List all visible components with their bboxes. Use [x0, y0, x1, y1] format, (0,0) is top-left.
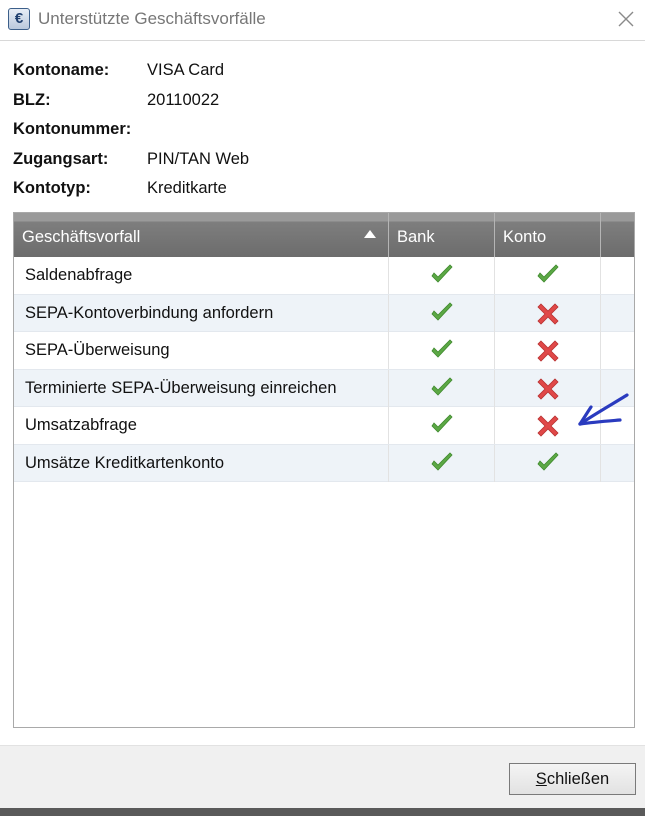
table-row[interactable]	[14, 407, 634, 445]
title-bar	[0, 0, 645, 41]
table-row[interactable]	[14, 445, 634, 483]
cell-bank-support	[389, 370, 495, 407]
cell-konto-support	[495, 332, 601, 369]
info-row	[13, 56, 413, 86]
check-icon	[535, 263, 561, 287]
check-icon	[535, 451, 561, 475]
column-header-bank-label: Bank	[397, 228, 435, 246]
cross-icon	[535, 301, 561, 325]
info-row	[13, 86, 413, 116]
annotation-arrow-icon	[572, 388, 634, 434]
info-value: VISA Card	[147, 61, 225, 79]
cell-transaction-name: Saldenabfrage	[14, 257, 389, 294]
close-button[interactable]	[509, 763, 636, 795]
cell-transaction-name: SEPA-Überweisung	[14, 332, 389, 369]
info-row	[13, 174, 413, 204]
cell-bank-support	[389, 332, 495, 369]
cell-transaction-name: Terminierte SEPA-Überweisung einreichen	[14, 370, 389, 407]
cell-bank-support	[389, 407, 495, 444]
close-button-mnemonic: S	[535, 769, 547, 788]
column-header-konto[interactable]	[495, 213, 601, 257]
info-label: Zugangsart:	[13, 149, 109, 168]
check-icon	[429, 338, 455, 362]
info-value: 20110022	[147, 90, 220, 109]
cell-filler	[601, 332, 634, 369]
cell-transaction-name: SEPA-Kontoverbindung anfordern	[14, 295, 389, 332]
cross-icon	[535, 376, 561, 400]
info-value: PIN/TAN Web	[147, 149, 250, 168]
dialog-footer	[0, 745, 645, 809]
sort-ascending-icon	[364, 230, 376, 238]
cross-icon	[535, 413, 561, 437]
info-value: Kreditkarte	[147, 179, 227, 197]
column-header-transaction[interactable]	[14, 213, 389, 257]
close-window-icon[interactable]	[610, 4, 642, 34]
table-row[interactable]	[14, 295, 634, 333]
cell-konto-support	[495, 257, 601, 294]
account-info	[13, 56, 413, 204]
euro-app-icon: €	[8, 8, 30, 30]
info-label: Kontotyp:	[13, 179, 91, 197]
cross-icon	[535, 338, 561, 362]
column-header-konto-label: Konto	[503, 228, 547, 246]
info-label: BLZ:	[13, 90, 51, 109]
cell-konto-support	[495, 295, 601, 332]
cell-filler	[601, 445, 634, 482]
close-button-label: chließen	[546, 769, 610, 788]
taskbar-edge	[0, 808, 645, 816]
cell-filler	[601, 257, 634, 294]
check-icon	[429, 263, 455, 287]
grid-rows	[14, 257, 634, 482]
column-header-bank[interactable]	[389, 213, 495, 257]
transaction-grid[interactable]	[13, 212, 635, 728]
check-icon	[429, 376, 455, 400]
check-icon	[429, 413, 455, 437]
window-title: Unterstützte Geschäftsvorfälle	[38, 9, 266, 28]
table-row[interactable]	[14, 332, 634, 370]
column-header-transaction-label: Geschäftsvorfall	[22, 228, 141, 246]
cell-transaction-name: Umsatzabfrage	[14, 407, 389, 444]
info-row	[13, 145, 413, 175]
cell-bank-support	[389, 295, 495, 332]
table-row[interactable]	[14, 370, 634, 408]
cell-bank-support	[389, 257, 495, 294]
cell-transaction-name: Umsätze Kreditkartenkonto	[14, 445, 389, 482]
column-header-filler	[601, 213, 634, 257]
table-row[interactable]	[14, 257, 634, 295]
info-row	[13, 115, 413, 145]
cell-filler	[601, 295, 634, 332]
check-icon	[429, 451, 455, 475]
cell-bank-support	[389, 445, 495, 482]
info-label: Kontoname:	[13, 61, 110, 79]
cell-konto-support	[495, 445, 601, 482]
check-icon	[429, 301, 455, 325]
grid-header	[14, 213, 634, 257]
info-label: Kontonummer:	[13, 120, 132, 138]
